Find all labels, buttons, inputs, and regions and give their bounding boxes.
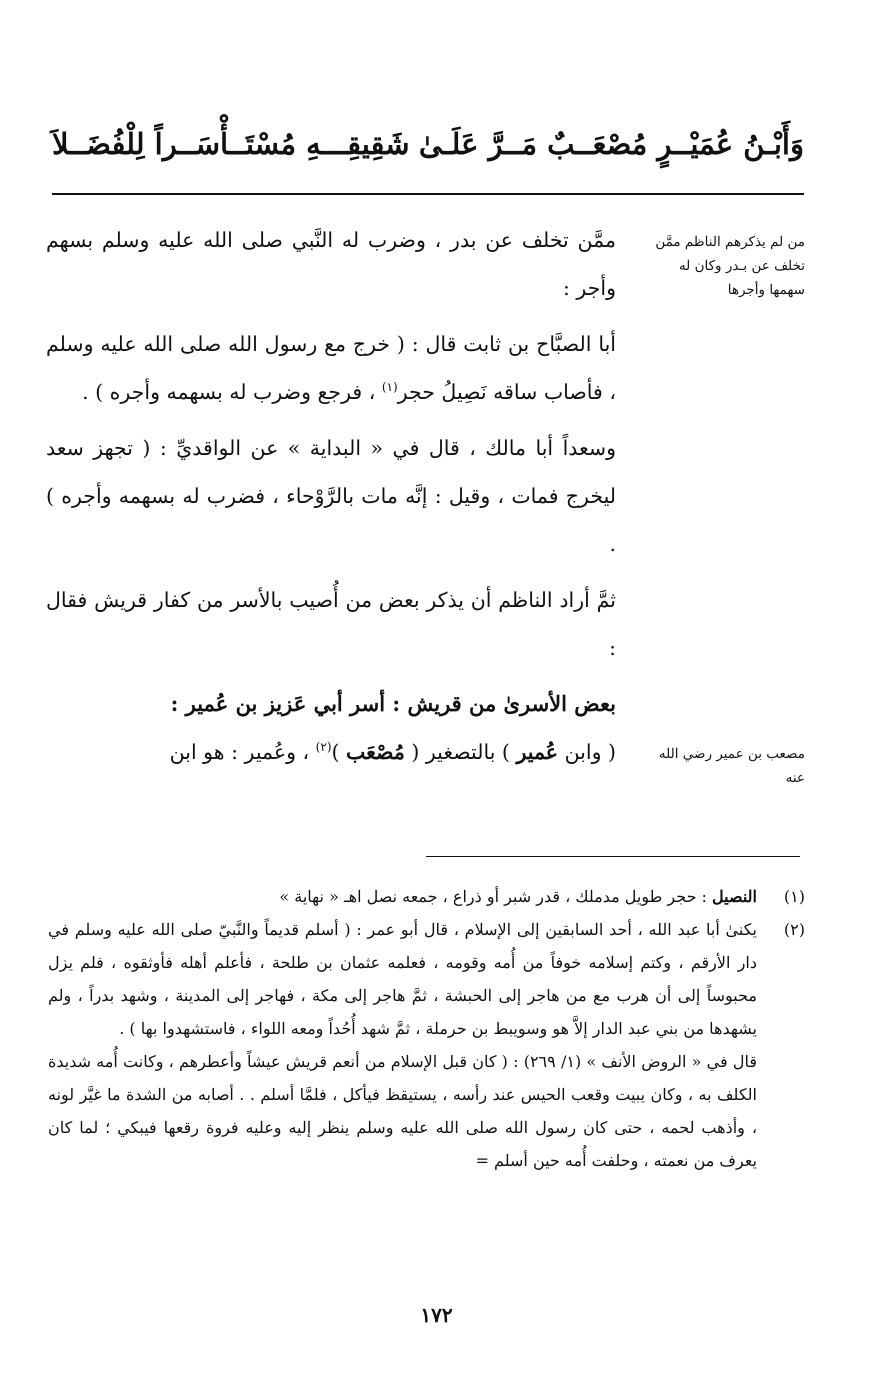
paragraph-2-part-b: ، فرجع وضرب له بسهمه وأجره ) . (82, 380, 376, 404)
verse-divider (52, 193, 804, 195)
footnote-2 (48, 913, 805, 1045)
footnote-2-number: (٢) (783, 920, 805, 939)
paragraph-5-part-d: ، وعُمير : هو ابن (169, 740, 310, 764)
paragraph-2-part-a: أبا الصبَّاح بن ثابت قال : ( خرج مع رسول الله صلى الله عليه وسلم ، فأصاب ساقه نَصِيلُ حجر (46, 332, 616, 404)
footnote-ref-1[interactable]: (١) (381, 380, 398, 395)
name-musab: مُصْعَب (346, 740, 405, 764)
paragraph-5-part-a: ( وابن (564, 740, 616, 764)
footnote-2-continuation: قال في « الروض الأنف » (١/ ٢٦٩) : ( كان قبل الإسلام من أنعم قريش عيشاً وأعطرهم ، وكانت أُمه شديدة الكلف به ، وكان يبيت وقعب الحيس عند رأسه ، يستيقظ فيأكل ، فلمَّا أسلم . . أصابه من الشدة ما غيَّر لونه ، وأذهب لحمه ، حتى كان رسول الله صلى الله عليه وسلم ينظر إليه وعليه فروة رقعها فيبكي ؛ لما كان يعرف من نعمته ، وحلفت أُمه حين أسلم = (48, 1052, 757, 1170)
name-umair: عُمير (516, 740, 559, 764)
verse-first-hemistich: وَأَبْـنُ عُمَيْــرٍ مُصْعَــبٌ مَــرَّ عَلَـىٰ (418, 127, 804, 161)
verse-second-hemistich: شَقِيقِـــهِ مُسْتَــأْسَــراً لِلْفُضَــلاَ (52, 127, 410, 161)
margin-note-absent-from-badr: من لم يذكرهم الناظم ممَّن تخلف عن بـدر وكان له سهمها وأجرها (655, 234, 805, 298)
footnote-1-text: : حجر طويل مدملك ، قدر شبر أو ذراع ، جمعه نصل اهـ « نهاية » (279, 887, 707, 906)
footnote-1 (48, 880, 805, 913)
main-text (46, 216, 616, 784)
paragraph-1: ممَّن تخلف عن بدر ، وضرب له النَّبي صلى الله عليه وسلم بسهم وأجر : (46, 228, 616, 300)
footnote-divider (426, 856, 800, 857)
footnote-ref-2[interactable]: (٢) (315, 740, 332, 755)
section-heading: بعض الأسرىٰ من قريش : أسر أبي عَزيز بن عُمير : (170, 691, 616, 716)
footnote-2-text: يكنىٰ أبا عبد الله ، أحد السابقين إلى الإسلام ، قال أبو عمر : ( أسلم قديماً والنَّبيّ صلى الله عليه وسلم في دار الأرقم ، وكتم إسلامه خوفاً من أُمه وقومه ، فعلمه عثمان بن طلحة ، فأعلم أهله فأوثقوه ، فلم يزل محبوساً إلى أن هرب مع من هاجر إلى الحبشة ، ثمَّ هاجر إلى مكة ، فهاجر إلى المدينة ، وشهد بدراً ، ولم يشهدها من بني عبد الدار إلاَّ هو وسويبط بن حرملة ، ثمَّ شهد أُحُداً ومعه اللواء ، فاستشهدوا بها ) . (48, 920, 757, 1038)
footnotes (48, 880, 805, 1177)
footnote-1-term: النصيل (712, 887, 757, 906)
paragraph-5-part-c: ) (331, 740, 340, 764)
paragraph-2 (46, 320, 616, 416)
paragraph-4: ثمَّ أراد الناظم أن يذكر بعض من أُصيب بالأسر من كفار قريش فقال : (46, 588, 616, 660)
paragraph-5 (46, 728, 616, 776)
margin-note-musab: مصعب بن عمير رضي الله عنه (658, 746, 805, 786)
footnote-1-number: (١) (783, 887, 805, 906)
page-number: ١٧٢ (420, 1303, 453, 1327)
paragraph-5-part-b: ) بالتصغير ( (411, 740, 510, 764)
paragraph-3: وسعداً أبا مالك ، قال في « البداية » عن الواقديِّ : ( تجهز سعد ليخرج فمات ، وقيل : إنَّه مات بالرَّوْحاء ، فضرب له بسهمه وأجره ) . (46, 436, 616, 556)
poem-verse (52, 118, 804, 170)
